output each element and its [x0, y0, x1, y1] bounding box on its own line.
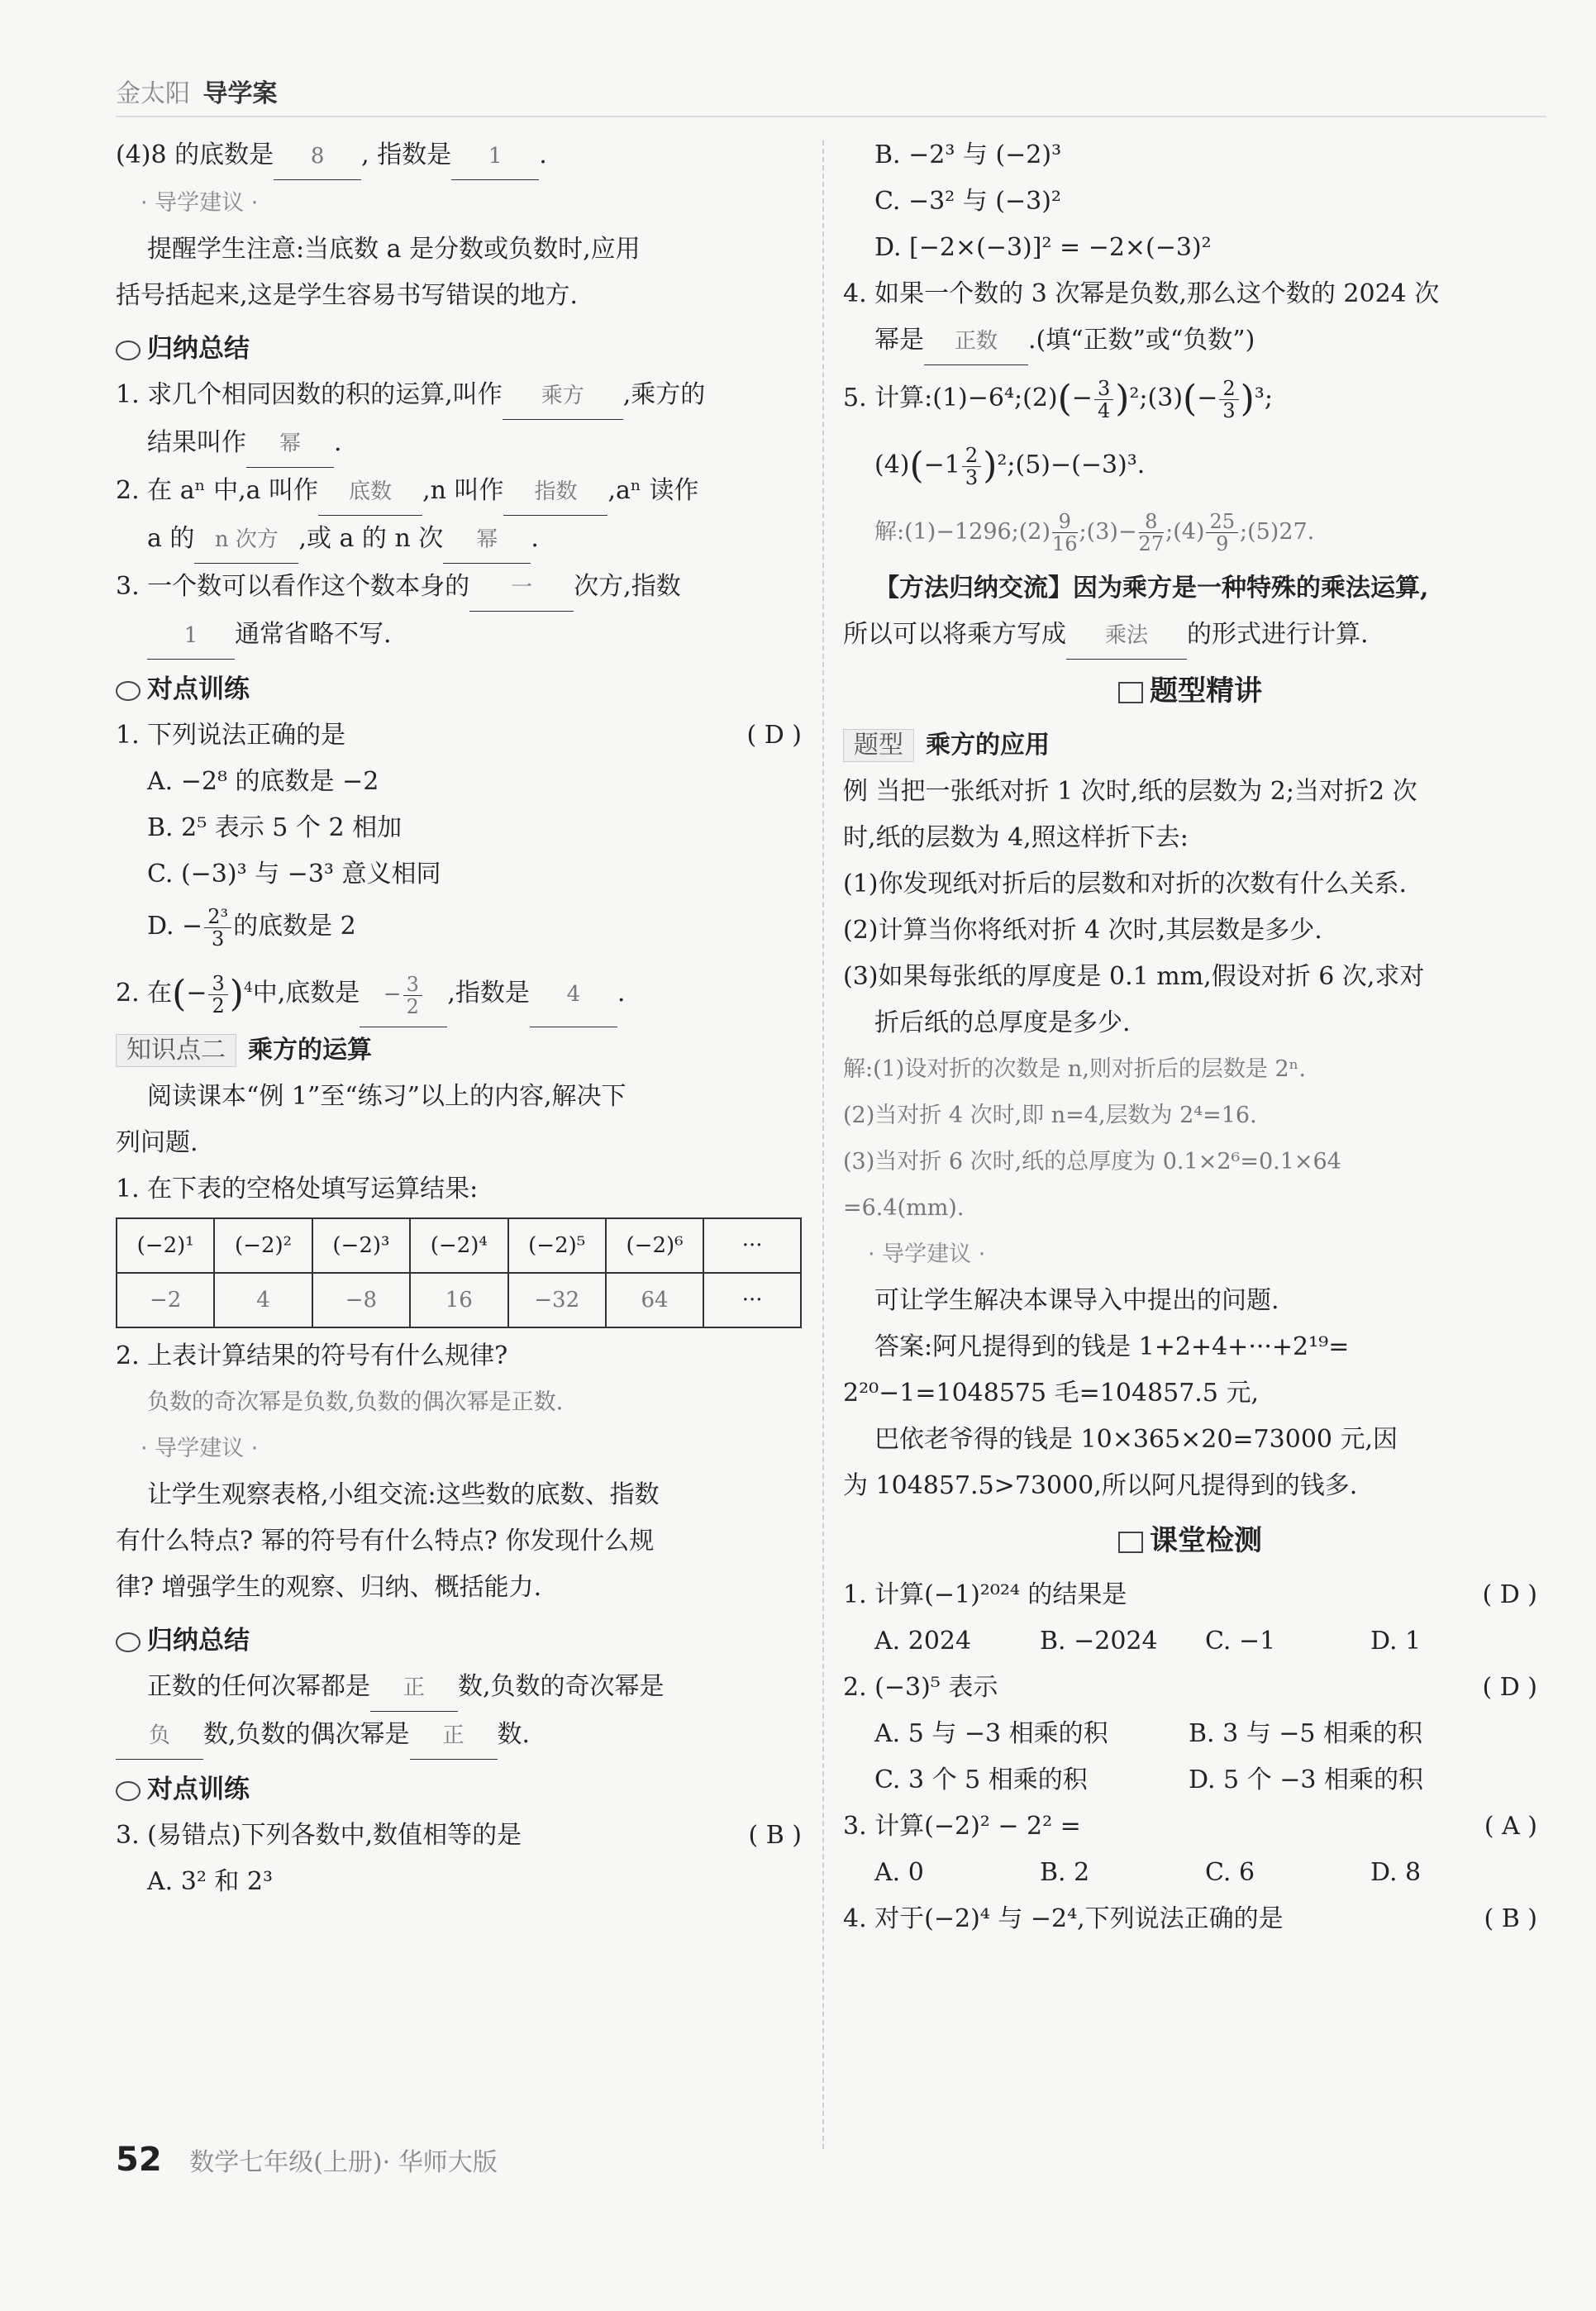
- question-2: 2. 在(− $\frac{3}{2}$ )$^4$中,底数是 − $\frac{3}{2}$ ,指数是 4 .: [116, 955, 802, 1027]
- check-4: 4. 对于(−2)⁴ 与 −2⁴,下列说法正确的是 ( B ): [843, 1904, 1537, 1933]
- example-q3b: 折后纸的总厚度是多少.: [874, 1008, 1131, 1037]
- table-cell: ···: [703, 1218, 801, 1273]
- summary2-1: 正数的任何次幂都是 正 数,负数的奇次幂是: [116, 1664, 802, 1712]
- header-divider: [116, 116, 1546, 117]
- table-cell: ···: [703, 1273, 801, 1327]
- task-1: 1. 在下表的空格处填写运算结果:: [116, 1175, 479, 1203]
- guide3-text-2: 答案:阿凡提得到的钱是 1+2+4+···+2¹⁹=: [874, 1332, 1350, 1361]
- table-cell: −2: [117, 1273, 214, 1327]
- q1-option-a: A. −2⁸ 的底数是 −2: [147, 767, 379, 796]
- example-q2: (2)计算当你将纸对折 4 次时,其层数是多少.: [843, 916, 1322, 945]
- summary-3: 3. 一个数可以看作这个数本身的 一 次方,指数: [116, 564, 802, 612]
- summary-1: 1. 求几个相同因数的积的运算,叫作 乘方 ,乘方的: [116, 372, 802, 420]
- example-solution-1: 解:(1)设对折的次数是 n,则对折后的层数是 2ⁿ.: [843, 1056, 1306, 1082]
- table-cell: −32: [508, 1273, 606, 1327]
- read-text-1: 阅读课本“例 1”至“练习”以上的内容,解决下: [147, 1082, 626, 1111]
- table-header-row: [117, 1218, 801, 1273]
- table-cell: 64: [606, 1273, 703, 1327]
- check-3-options: A. 0 B. 2 C. 6 D. 8: [874, 1858, 1422, 1887]
- book-icon: [1118, 682, 1143, 703]
- left-column: [116, 132, 802, 1905]
- example-solution-4: =6.4(mm).: [843, 1195, 965, 1221]
- question-5b: (4)(−1 $\frac{2}{3}$ )²;(5)−(−3)³.: [874, 443, 1146, 489]
- summary-3b: 1 通常省略不写.: [116, 612, 802, 660]
- right-column: [843, 132, 1537, 1942]
- task-2: 2. 上表计算结果的符号有什么规律?: [116, 1341, 508, 1370]
- check-3: 3. 计算(−2)² − 2² = ( A ): [843, 1812, 1537, 1841]
- q1-option-d: D. − $\frac{\text{2³}}{3}$ 的底数是 2: [147, 904, 356, 951]
- summary-2: 2. 在 aⁿ 中,a 叫作 底数 ,n 叫作 指数 ,aⁿ 读作: [116, 468, 802, 516]
- task-2-answer: 负数的奇次幂是负数,负数的偶次幂是正数.: [147, 1389, 564, 1415]
- table-cell: (−2)²: [214, 1218, 312, 1273]
- summary-heading: 归纳总结: [116, 326, 802, 372]
- table-cell: (−2)³: [312, 1218, 410, 1273]
- guide2-text-2: 有什么特点? 幂的符号有什么特点? 你发现什么规: [116, 1527, 655, 1556]
- practice-heading-2: 对点训练: [116, 1766, 802, 1813]
- question-5: 5. 计算:(1)−6⁴;(2)(− $\frac{3}{4}$ )²;(3)(− $\frac{2}{3}$ )³;: [843, 376, 1273, 422]
- table-cell: (−2)¹: [117, 1218, 214, 1273]
- practice-heading: 对点训练: [116, 666, 802, 712]
- page-header: [116, 73, 278, 109]
- guide-label: · 导学建议 ·: [141, 190, 259, 216]
- guide2-text-3: 律? 增强学生的观察、归纳、概括能力.: [116, 1573, 542, 1602]
- page-footer: [116, 2141, 498, 2179]
- example-2: 时,纸的层数为 4,照这样折下去:: [843, 823, 1189, 852]
- table-cell: −8: [312, 1273, 410, 1327]
- pencil-icon: [116, 1781, 141, 1801]
- q1-option-c: C. (−3)³ 与 −3³ 意义相同: [147, 860, 441, 889]
- question-4: 4. 如果一个数的 3 次幂是负数,那么这个数的 2024 次: [843, 279, 1440, 308]
- method-summary-2: 所以可以将乘方写成 乘法 的形式进行计算.: [843, 612, 1537, 660]
- example-q3: (3)如果每张纸的厚度是 0.1 mm,假设对折 6 次,求对: [843, 962, 1425, 991]
- q1-option-b: B. 2⁵ 表示 5 个 2 相加: [147, 813, 403, 842]
- summary-1b: 结果叫作 幂 .: [116, 420, 802, 468]
- summary-2b: a 的 n 次方 ,或 a 的 n 次 幂 .: [116, 516, 802, 564]
- knowledge-point-2: 知识点二 乘方的运算: [116, 1027, 802, 1074]
- question-4b: 幂是 正数 .(填“正数”或“负数”): [843, 317, 1537, 365]
- table-result-row: [117, 1273, 801, 1327]
- question-3: 3. (易错点)下列各数中,数值相等的是 ( B ): [116, 1821, 802, 1850]
- guide3-text-1: 可让学生解决本课导入中提出的问题.: [874, 1286, 1279, 1315]
- type-label: 题型 乘方的应用: [843, 722, 1537, 769]
- q3-option-c: C. −3² 与 (−3)²: [874, 187, 1061, 216]
- table-cell: (−2)⁴: [410, 1218, 507, 1273]
- table-cell: (−2)⁵: [508, 1218, 606, 1273]
- check-1: 1. 计算(−1)²⁰²⁴ 的结果是 ( D ): [843, 1580, 1537, 1609]
- guide-text-2: 括号括起来,这是学生容易书写错误的地方.: [116, 281, 579, 310]
- check-1-options: A. 2024 B. −2024 C. −1 D. 1: [874, 1627, 1422, 1656]
- pencil-icon: [116, 1632, 141, 1652]
- check-heading: 课堂检测: [843, 1518, 1537, 1564]
- table-cell: (−2)⁶: [606, 1218, 703, 1273]
- guide3-text-5: 为 104857.5>73000,所以阿凡提得到的钱多.: [843, 1471, 1358, 1500]
- header-subtitle: 导学案: [202, 79, 278, 108]
- book-title: 数学七年级(上册)· 华师大版: [189, 2148, 498, 2177]
- table-cell: 16: [410, 1273, 507, 1327]
- page-number: 52: [116, 2141, 162, 2179]
- check-2-options-ab: A. 5 与 −3 相乘的积 B. 3 与 −5 相乘的积: [874, 1719, 1423, 1748]
- method-summary: 【方法归纳交流】因为乘方是一种特殊的乘法运算,: [874, 574, 1429, 603]
- example-solution-3: (3)当对折 6 次时,纸的总厚度为 0.1×2⁶=0.1×64: [843, 1149, 1341, 1175]
- question-1: 1. 下列说法正确的是 ( D ): [116, 721, 802, 750]
- example-1: 例 当把一张纸对折 1 次时,纸的层数为 2;当对折2 次: [843, 777, 1417, 806]
- guide2-text-1: 让学生观察表格,小组交流:这些数的底数、指数: [147, 1480, 660, 1509]
- guide-label-2: · 导学建议 ·: [141, 1436, 259, 1461]
- read-text-2: 列问题.: [116, 1128, 198, 1157]
- brand-name: 金太阳: [116, 79, 190, 108]
- power-table: [116, 1217, 802, 1328]
- example-solution-2: (2)当对折 4 次时,即 n=4,层数为 2⁴=16.: [843, 1103, 1257, 1128]
- table-cell: 4: [214, 1273, 312, 1327]
- summary2-2: 负 数,负数的偶次幂是 正 数.: [116, 1712, 802, 1760]
- guide3-text-3: 2²⁰−1=1048575 毛=104857.5 元,: [843, 1379, 1259, 1408]
- summary-heading-2: 归纳总结: [116, 1618, 802, 1664]
- types-heading: 题型精讲: [843, 668, 1537, 714]
- check-2: 2. (−3)⁵ 表示 ( D ): [843, 1673, 1537, 1702]
- book-icon: [1118, 1532, 1143, 1553]
- item-4: (4)8 的底数是 8 , 指数是 1 .: [116, 132, 802, 180]
- pencil-icon: [116, 341, 141, 360]
- question-5-solution: 解:(1)−1296;(2) $\frac{9}{16}$ ;(3)− $\frac{8}{27}$ ;(4) $\frac{25}{9}$ ;(5)27.: [874, 510, 1315, 555]
- q3-option-a: A. 3² 和 2³: [147, 1867, 274, 1896]
- check-2-options-cd: C. 3 个 5 相乘的积 D. 5 个 −3 相乘的积: [874, 1765, 1423, 1794]
- example-q1: (1)你发现纸对折后的层数和对折的次数有什么关系.: [843, 870, 1408, 898]
- q3-option-b: B. −2³ 与 (−2)³: [874, 141, 1062, 169]
- guide-text-1: 提醒学生注意:当底数 a 是分数或负数时,应用: [147, 235, 641, 264]
- guide3-text-4: 巴依老爷得的钱是 10×365×20=73000 元,因: [874, 1425, 1398, 1454]
- guide-label-3: · 导学建议 ·: [868, 1241, 986, 1267]
- column-divider: [822, 141, 824, 2149]
- pencil-icon: [116, 681, 141, 701]
- q3-option-d: D. [−2×(−3)]² = −2×(−3)²: [874, 233, 1212, 262]
